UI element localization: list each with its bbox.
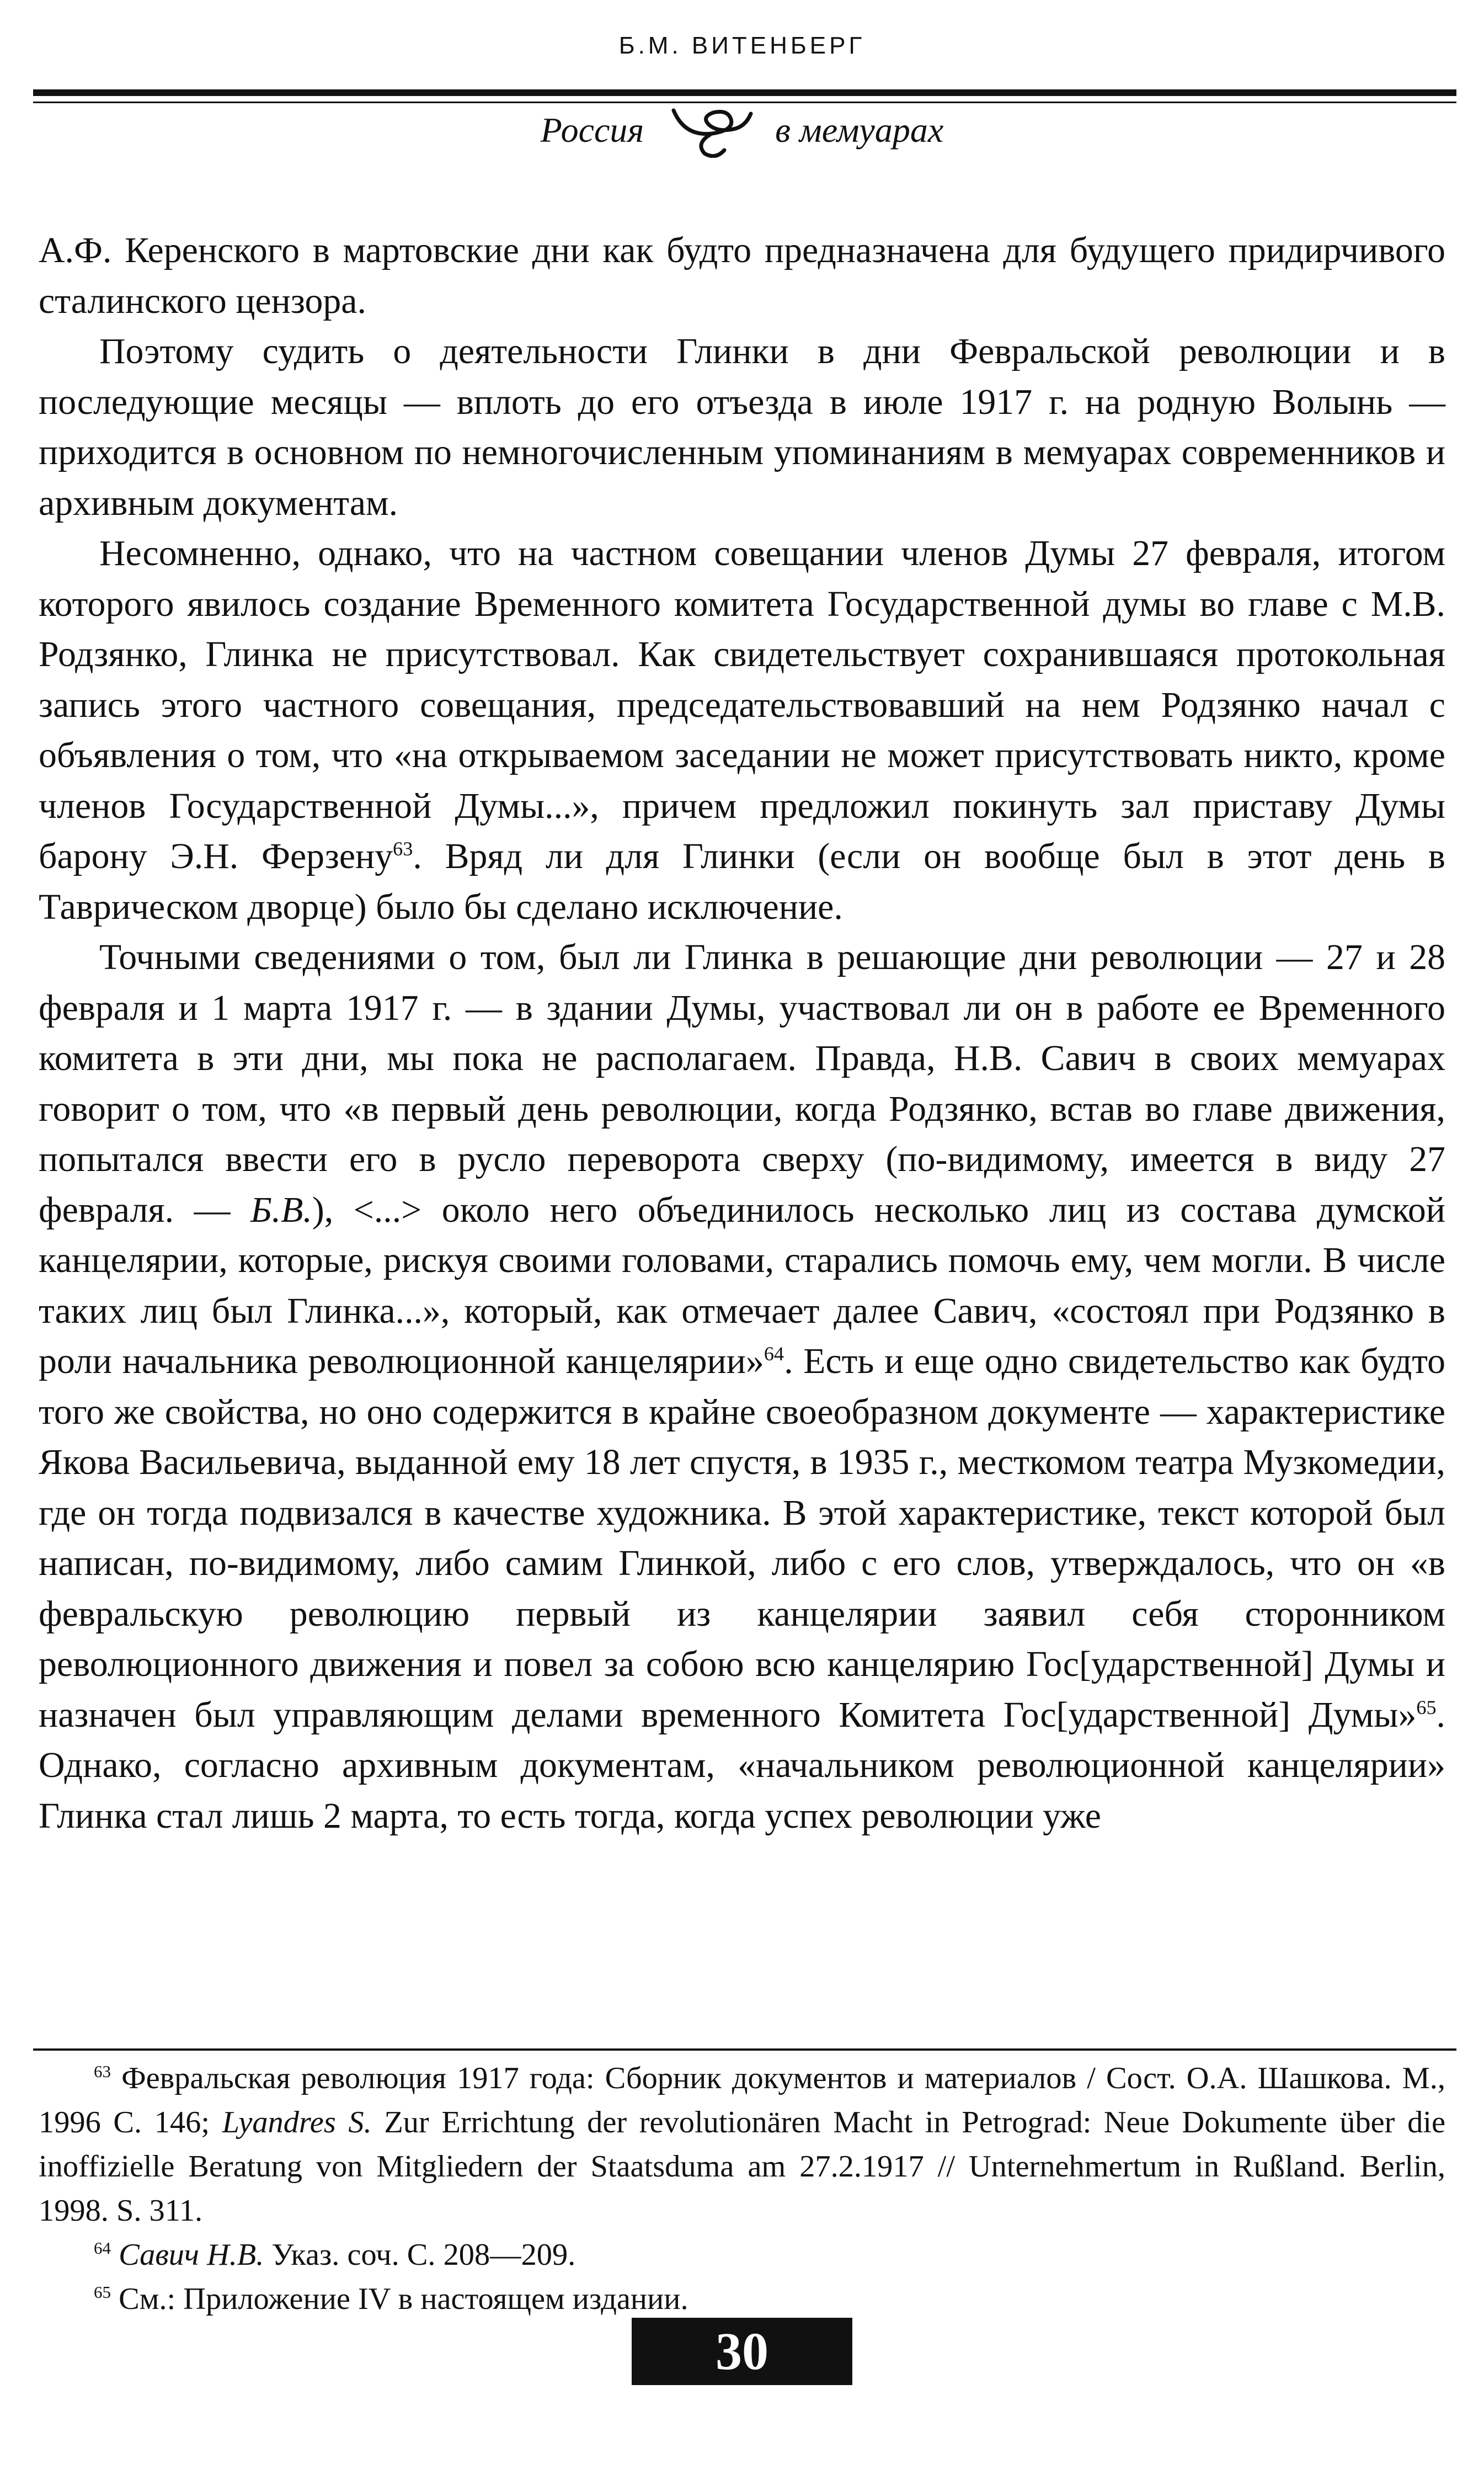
series-title-right: в мемуарах [775,110,944,150]
footnote-divider [33,2048,1456,2051]
header-rule-thick [33,89,1456,96]
footnote-ref: 65 [1416,1696,1437,1718]
paragraph: Несомненно, однако, что на частном совещании членов Думы 27 февраля, итогом которого явилось создание Временного комитета Государственной думы во главе с М.В. Родзянко, Глинка не присутствовал. Как свидетельствует сохранившаяся протокольная запись этого частного совещания, председательствовавший на нем Родзянко начал с объявления о том, что «на открываемом заседании не может присутствовать никто, кроме членов Государственной Думы...», причем предложил покинуть зал приставу Думы барону Э.Н. Ферзену$^{63}$. Вряд ли для Глинки (если он вообще был в этот день в Таврическом дворце) было бы сделано исключение. [39,533,1445,927]
series-title-left: Россия [540,110,644,150]
footnote-ref: 64 [764,1343,784,1365]
footnote-ref: 63 [393,838,413,860]
paragraph: Точными сведениями о том, был ли Глинка в решающие дни революции — 27 и 28 февраля и 1 марта 1917 г. — в здании Думы, участвовал ли он в работе ее Временного комитета в эти дни, мы пока не располагаем. Правда, Н.В. Савич в своих мемуарах говорит о том, что «в первый день революции, когда Родзянко, встав во главе движения, попытался ввести его в русло переворота сверху (по-видимому, имеется в виду 27 февраля. — Б.В.), <...> около него объединилось несколько лиц из состава думской канцелярии, которые, рискуя своими головами, старались помочь ему, чем могли. В числе таких лиц был Глинка...», который, как отмечает далее Савич, «состоял при Родзянко в роли начальника революционной канцелярии»$^{64}$. Есть и еще одно свидетельство как будто того же свойства, но оно содержится в крайне своеобразном документе — характеристике Якова Васильевича, выданной ему 18 лет спустя, в 1935 г., месткомом театра Музкомедии, где он тогда подвизался в качестве художника. В этой характеристике, текст которой был написан, по-видимому, либо самим Глинкой, либо с его слов, утверждалось, что он «в февральскую революцию первый из канцелярии заявил себя сторонником революционного движения и повел за собою всю канцелярию Гос[ударственной] Думы и назначен был управляющим делами временного Комитета Гос[ударственной] Думы»$^{65}$. Однако, согласно архивным документам, «начальником революционной канцелярии» Глинка стал лишь 2 марта, то есть тогда, когда успех революции уже [39,937,1446,1836]
footnote-63: $^{63}$ Февральская революция 1917 года: Сборник документов и материалов / Сост. О.А. Шашкова. М., 1996 С. 146; Lyandres S. Zur Errichtung der revolutionären Macht in Petrograd: Neue Dokumente über die inoffizielle Beratung von Mitgliedern der Staatsduma am 27.2.1917 // Unternehmertum in Rußland. Berlin, 1998. S. 311. [39,2061,1445,2228]
paragraph: А.Ф. Керенского в мартовские дни как будто предназначена для будущего придирчивого сталинского цензора. [39,230,1445,321]
running-head: Б.М. ВИТЕНБЕРГ [618,32,866,59]
footnote-64: $^{64}$ Савич Н.В. Указ. соч. С. 208—209. [94,2238,576,2272]
paragraph: Поэтому судить о деятельности Глинки в дни Февральской революции и в последующие месяцы — вплоть до его отъезда в июле 1917 г. на родную Волынь — приходится в основном по немногочисленным упоминаниям в мемуарах современников и архивным документам. [39,331,1445,523]
main-text [39,225,1445,1841]
series-emblem-icon [663,103,756,158]
footnote-65: $^{65}$ См.: Приложение IV в настоящем издании. [94,2282,688,2316]
page-number: 30 [632,2318,852,2385]
series-mark [0,103,1484,158]
footnotes [39,2056,1445,2321]
